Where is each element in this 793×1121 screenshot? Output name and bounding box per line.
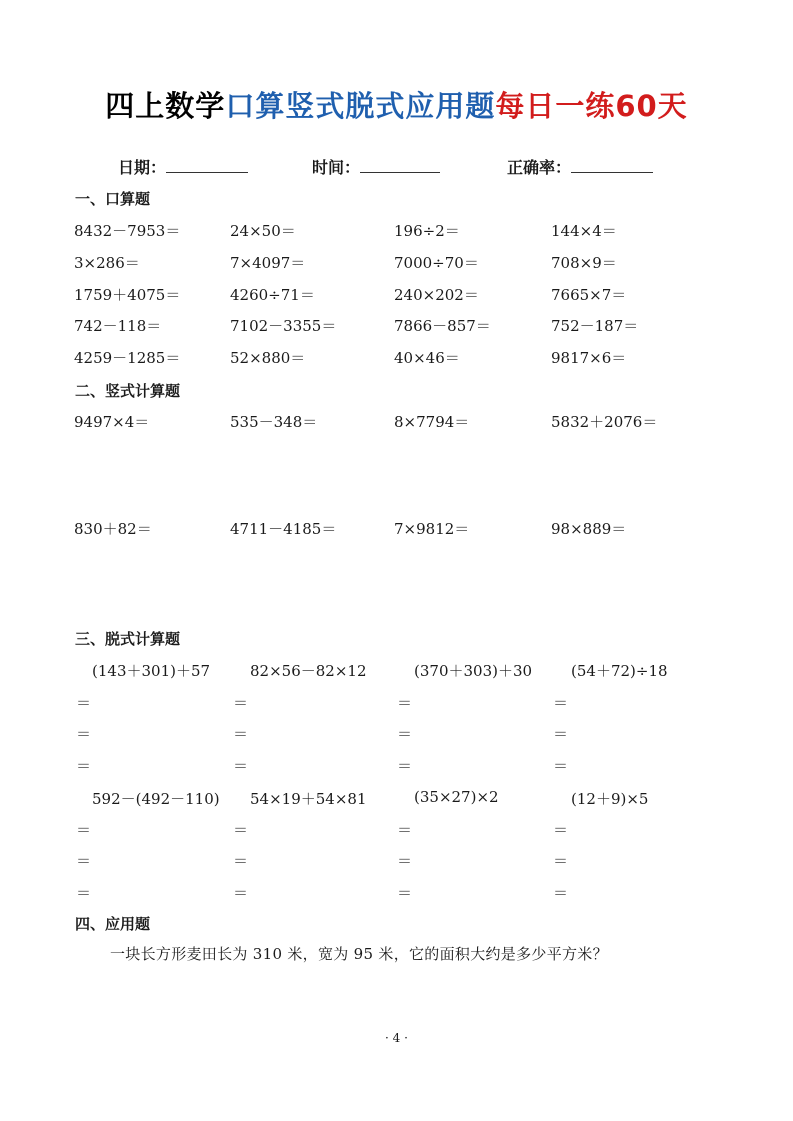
oral-problem: 7×4097＝ — [230, 254, 306, 272]
oral-problem: 742－118＝ — [74, 317, 162, 335]
date-blank[interactable] — [166, 158, 248, 173]
equals-sign: ＝ — [397, 725, 413, 743]
stepwise-problem: (12＋9)×5 — [571, 790, 649, 808]
vertical-problem: 9497×4＝ — [74, 413, 150, 431]
equals-sign: ＝ — [553, 884, 569, 902]
date-label: 日期： — [118, 158, 167, 177]
oral-problem: 7102－3355＝ — [230, 317, 337, 335]
title-part-3: 每日一练60天 — [495, 89, 688, 123]
date-field[interactable] — [118, 155, 248, 178]
equals-sign: ＝ — [76, 725, 92, 743]
equals-sign: ＝ — [397, 884, 413, 902]
oral-problem: 1759＋4075＝ — [74, 286, 181, 304]
stepwise-problem: (54＋72)÷18 — [571, 662, 668, 680]
equals-sign: ＝ — [397, 694, 413, 712]
oral-problem: 144×4＝ — [551, 222, 617, 240]
vertical-problem: 4711－4185＝ — [230, 520, 337, 538]
accuracy-field[interactable] — [507, 155, 653, 178]
equals-sign: ＝ — [76, 821, 92, 839]
oral-problem: 7665×7＝ — [551, 286, 627, 304]
oral-problem: 240×202＝ — [394, 286, 479, 304]
time-blank[interactable] — [360, 158, 440, 173]
vertical-problem: 7×9812＝ — [394, 520, 470, 538]
stepwise-problem: 592－(492－110) — [92, 790, 220, 808]
oral-problem: 9817×6＝ — [551, 349, 627, 367]
equals-sign: ＝ — [233, 852, 249, 870]
stepwise-problem: (370＋303)＋30 — [414, 662, 533, 680]
equals-sign: ＝ — [397, 821, 413, 839]
section-title-oral: 一、口算题 — [75, 190, 151, 208]
equals-sign: ＝ — [553, 757, 569, 775]
accuracy-label: 正确率： — [507, 158, 572, 177]
equals-sign: ＝ — [397, 757, 413, 775]
oral-problem: 4259－1285＝ — [74, 349, 181, 367]
equals-sign: ＝ — [553, 725, 569, 743]
vertical-problem: 830＋82＝ — [74, 520, 152, 538]
oral-problem: 40×46＝ — [394, 349, 460, 367]
stepwise-problem: 82×56－82×12 — [250, 662, 367, 680]
time-label: 时间： — [312, 158, 361, 177]
equals-sign: ＝ — [553, 852, 569, 870]
section-title-vertical: 二、竖式计算题 — [75, 382, 181, 400]
oral-problem: 708×9＝ — [551, 254, 617, 272]
accuracy-blank[interactable] — [571, 158, 653, 173]
oral-problem: 752－187＝ — [551, 317, 639, 335]
vertical-problem: 5832＋2076＝ — [551, 413, 658, 431]
oral-problem: 24×50＝ — [230, 222, 296, 240]
section-title-stepwise: 三、脱式计算题 — [75, 630, 181, 648]
page-number: · 4 · — [385, 1031, 408, 1045]
equals-sign: ＝ — [76, 757, 92, 775]
equals-sign: ＝ — [233, 821, 249, 839]
application-problem: 一块长方形麦田长为 310 米，宽为 95 米，它的面积大约是多少平方米？ — [110, 945, 608, 963]
equals-sign: ＝ — [76, 852, 92, 870]
equals-sign: ＝ — [553, 694, 569, 712]
oral-problem: 8432－7953＝ — [74, 222, 181, 240]
equals-sign: ＝ — [76, 884, 92, 902]
equals-sign: ＝ — [553, 821, 569, 839]
equals-sign: ＝ — [233, 725, 249, 743]
oral-problem: 196÷2＝ — [394, 222, 460, 240]
oral-problem: 52×880＝ — [230, 349, 306, 367]
oral-problem: 7866－857＝ — [394, 317, 491, 335]
page-title — [0, 84, 793, 125]
stepwise-problem: 54×19＋54×81 — [250, 790, 367, 808]
equals-sign: ＝ — [76, 694, 92, 712]
stepwise-problem: (35×27)×2 — [414, 788, 499, 806]
time-field[interactable] — [312, 155, 440, 178]
oral-problem: 7000÷70＝ — [394, 254, 479, 272]
vertical-problem: 535－348＝ — [230, 413, 318, 431]
equals-sign: ＝ — [397, 852, 413, 870]
oral-problem: 4260÷71＝ — [230, 286, 315, 304]
section-title-application: 四、应用题 — [75, 915, 151, 933]
vertical-problem: 98×889＝ — [551, 520, 627, 538]
oral-problem: 3×286＝ — [74, 254, 140, 272]
title-part-1: 四上数学 — [105, 89, 226, 123]
title-part-2: 口算竖式脱式应用题 — [225, 89, 496, 123]
vertical-problem: 8×7794＝ — [394, 413, 470, 431]
equals-sign: ＝ — [233, 694, 249, 712]
equals-sign: ＝ — [233, 884, 249, 902]
equals-sign: ＝ — [233, 757, 249, 775]
stepwise-problem: (143＋301)＋57 — [92, 662, 211, 680]
